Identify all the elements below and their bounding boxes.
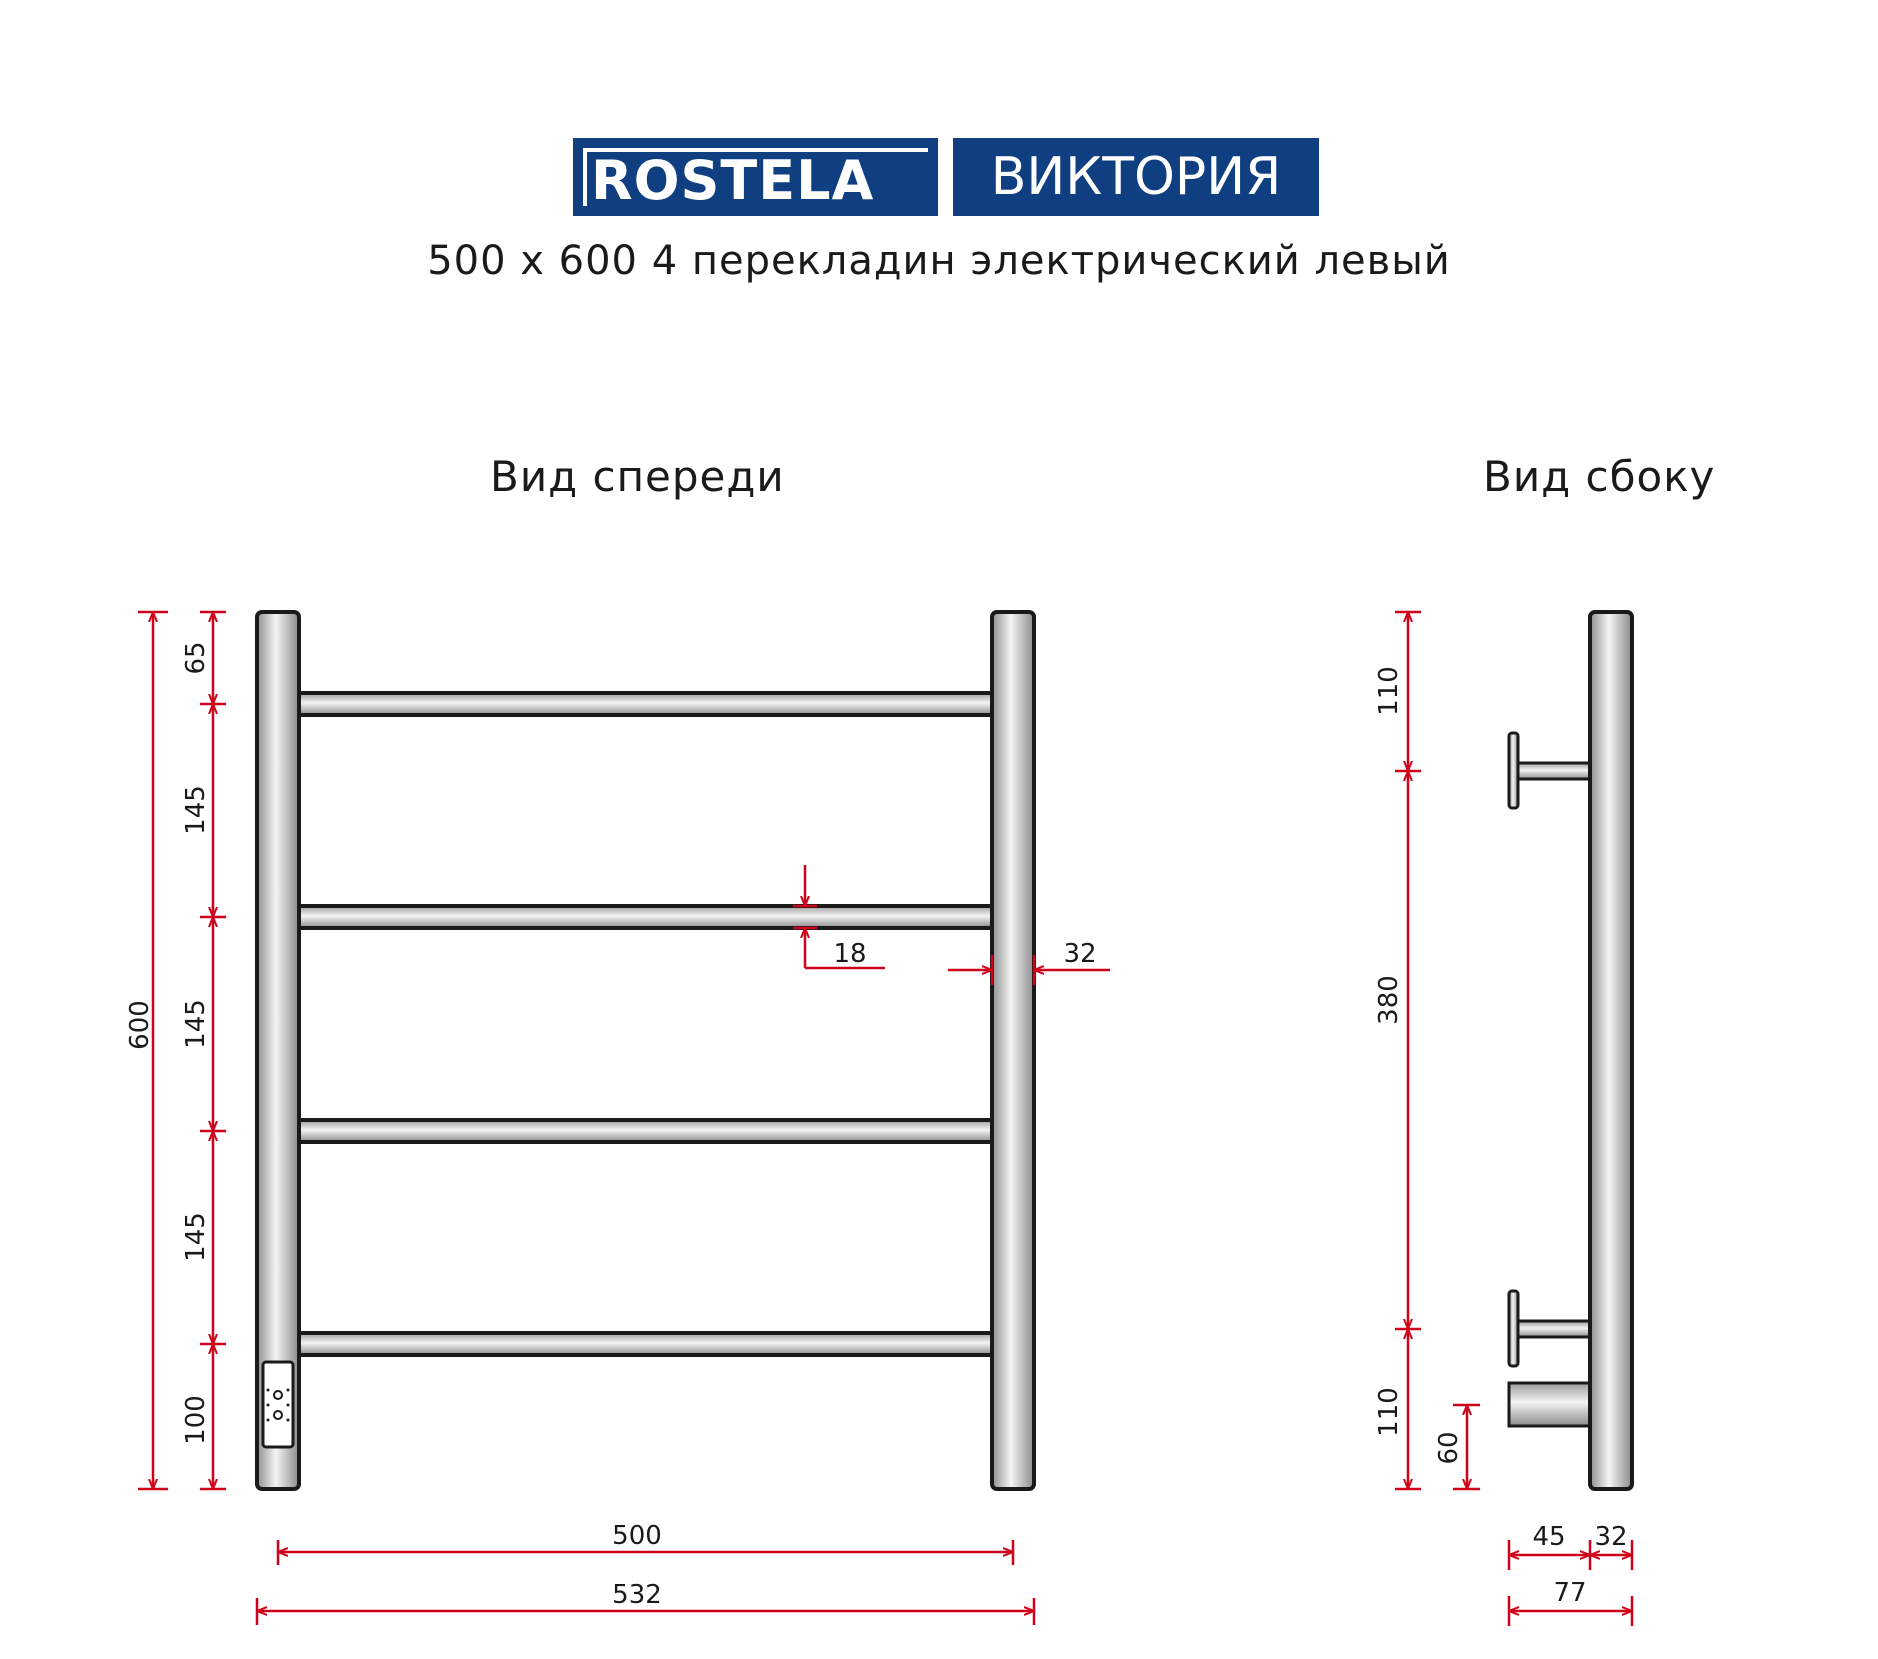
dim-overall-depth: 77 [1553,1578,1587,1608]
model-name: ВИКТОРИЯ [953,138,1319,216]
front-view [125,612,1110,1625]
rung-1 [290,693,1000,715]
upper-mount-bar [1515,763,1590,779]
dim-gap-2: 145 [181,999,211,1049]
dim-mount-spacing: 380 [1374,975,1404,1025]
side-post [1590,612,1632,1489]
heater-control-unit [263,1362,293,1447]
dim-post-depth: 32 [1594,1522,1628,1552]
upper-mount-flange [1509,733,1518,808]
dim-rung-diameter: 18 [833,939,867,969]
dim-top-to-mount: 110 [1374,666,1404,716]
dim-post-diameter: 32 [1063,939,1097,969]
dim-total-height: 600 [125,1000,155,1050]
brand-name: ROSTELA [591,149,875,212]
rung-4 [290,1333,1000,1355]
dim-top-gap: 65 [181,641,211,675]
dim-heater-height: 60 [1434,1431,1464,1465]
rung-3 [290,1120,1000,1142]
heater-block [1509,1383,1590,1426]
lower-mount-flange [1509,1291,1518,1366]
left-post [257,612,299,1489]
dim-mount-to-bottom: 110 [1374,1387,1404,1437]
front-view-title: Вид спереди [490,452,785,501]
dim-mount-depth: 45 [1532,1522,1566,1552]
dim-gap-3: 145 [181,1212,211,1262]
dim-bottom-gap: 100 [181,1395,211,1445]
right-post [992,612,1034,1489]
rung-2 [290,906,1000,928]
product-subtitle: 500 x 600 4 перекладин электрический левый [427,238,1451,284]
dim-gap-1: 145 [181,785,211,835]
dim-overall-width: 532 [612,1580,662,1610]
side-view [1374,612,1632,1626]
lower-mount-bar [1515,1321,1590,1337]
dim-center-width: 500 [612,1521,662,1551]
side-view-title: Вид сбоку [1483,452,1716,501]
